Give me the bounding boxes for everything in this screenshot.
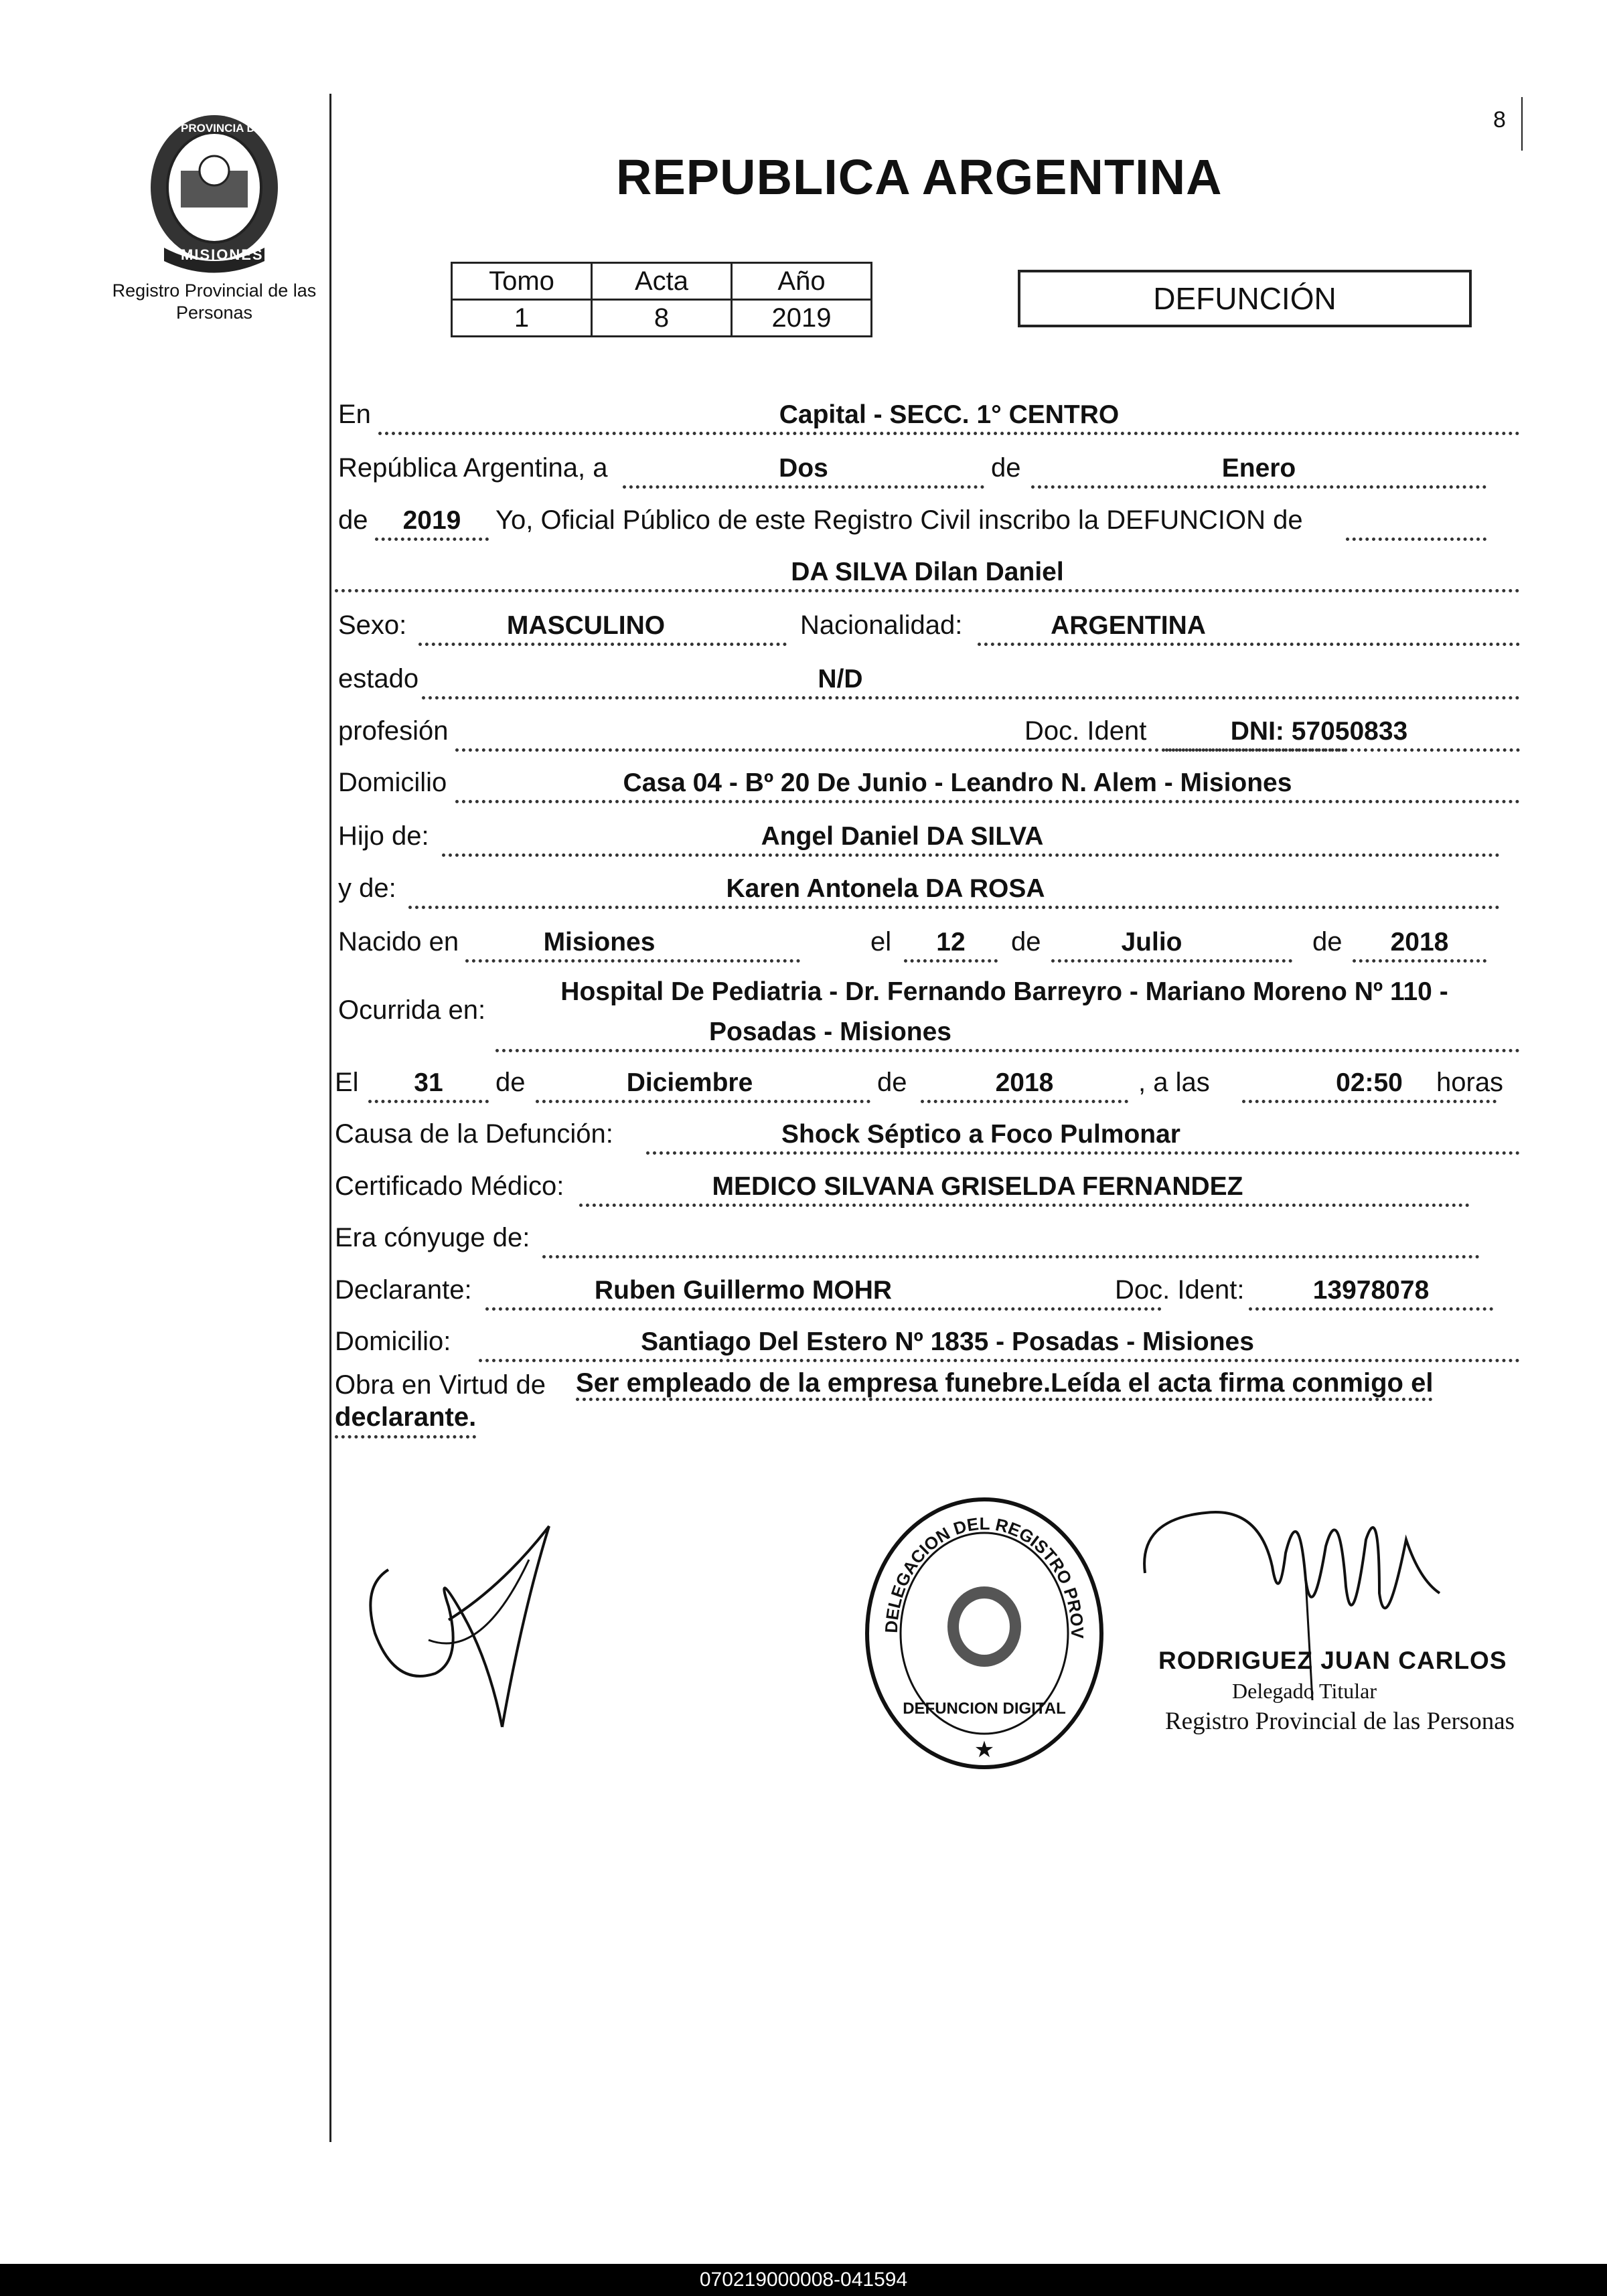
de4-label: de — [877, 1068, 907, 1097]
el-label: el — [870, 927, 892, 957]
death-time: 02:50 — [1336, 1068, 1403, 1097]
nacido-value: Misiones — [543, 928, 656, 957]
stamp-star-icon: ★ — [974, 1737, 995, 1762]
value-anio: 2019 — [732, 300, 872, 337]
sexo-value: MASCULINO — [506, 611, 666, 640]
row-causa — [335, 1108, 1520, 1155]
estado-value: N/D — [818, 665, 863, 693]
en-label: En — [338, 400, 371, 429]
page-number: 8 — [1493, 107, 1506, 133]
declarant-signature — [348, 1506, 629, 1760]
doc-value: DNI: 57050833 — [1230, 717, 1408, 746]
day-value: Dos — [779, 454, 828, 483]
causa-value: Shock Séptico a Foco Pulmonar — [781, 1120, 1180, 1149]
nacionalidad-value: ARGENTINA — [1051, 611, 1206, 640]
volume-table — [451, 262, 872, 337]
value-acta: 8 — [592, 300, 732, 337]
de3-label: de — [495, 1068, 526, 1097]
logo-text-top: PROVINCIA DE — [181, 122, 263, 135]
official-stamp — [857, 1493, 1112, 1774]
hijo-value: Angel Daniel DA SILVA — [761, 822, 1044, 851]
obra-value-line1: Ser empleado de la empresa funebre.Leída el acta firma conmigo el — [576, 1368, 1433, 1401]
row-deceased — [335, 546, 1520, 592]
stamp-inner-text: DEFUNCION DIGITAL — [903, 1700, 1066, 1718]
header-acta: Acta — [592, 263, 732, 300]
republica-label: República Argentina, a — [338, 453, 608, 483]
row-yde — [335, 862, 1520, 909]
hijo-label: Hijo de: — [338, 821, 429, 851]
decl-dom-label: Domicilio: — [335, 1327, 451, 1356]
margin-line — [329, 94, 331, 2142]
nacido-label: Nacido en — [338, 927, 459, 957]
de2-label: de — [1312, 927, 1343, 957]
yde-label: y de: — [338, 874, 396, 903]
header-anio: Año — [732, 263, 872, 300]
province-logo — [117, 107, 311, 278]
row-en — [335, 388, 1520, 435]
en-value: Capital - SECC. 1° CENTRO — [779, 400, 1120, 429]
death-day: 31 — [414, 1068, 443, 1097]
decl-dom-value: Santiago Del Estero Nº 1835 - Posadas - Misiones — [641, 1327, 1254, 1356]
death-year: 2018 — [995, 1068, 1054, 1097]
de1-label: de — [1011, 927, 1041, 957]
declarante-value: Ruben Guillermo MOHR — [594, 1276, 893, 1305]
domicilio-label: Domicilio — [338, 768, 447, 797]
delegate-org: Registro Provincial de las Personas — [1165, 1708, 1515, 1735]
alas-label: , a las — [1138, 1068, 1210, 1097]
decl-doc-label: Doc. Ident: — [1115, 1275, 1245, 1305]
row-certificado — [335, 1160, 1520, 1207]
declarante-label: Declarante: — [335, 1275, 472, 1305]
logo-text-bottom: MISIONES — [181, 246, 264, 263]
horas-label: horas — [1436, 1068, 1504, 1097]
page-title: REPUBLICA ARGENTINA — [616, 149, 1223, 205]
ocurrida-line1: Hospital De Pediatria - Dr. Fernando Barreyro - Mariano Moreno Nº 110 - — [560, 977, 1448, 1006]
causa-label: Causa de la Defunción: — [335, 1119, 613, 1149]
ocurrida-label: Ocurrida en: — [338, 995, 486, 1025]
row-declarante — [335, 1264, 1520, 1311]
birth-day: 12 — [936, 928, 966, 957]
cert-value: MEDICO SILVANA GRISELDA FERNANDEZ — [712, 1172, 1243, 1201]
cert-label: Certificado Médico: — [335, 1171, 564, 1201]
row-ocurrida — [335, 965, 1520, 1052]
header-tomo: Tomo — [452, 263, 592, 300]
obra-value — [576, 1366, 1520, 1400]
conyuge-field — [542, 1215, 1480, 1258]
conyuge-label: Era cónyuge de: — [335, 1223, 530, 1252]
right-margin-line — [1521, 97, 1523, 151]
yde-value: Karen Antonela DA ROSA — [726, 874, 1045, 903]
row-conyuge — [335, 1212, 1520, 1258]
de-label: de — [991, 453, 1021, 483]
row-year — [335, 494, 1520, 541]
year-prefix: de — [338, 505, 368, 535]
row-hijo — [335, 810, 1520, 857]
birth-year: 2018 — [1390, 928, 1449, 957]
obra-label: Obra en Virtud de — [335, 1370, 546, 1400]
delegate-name: RODRIGUEZ JUAN CARLOS — [1158, 1647, 1507, 1674]
stamp-outer-text: DELEGACION DEL REGISTRO PROV — [881, 1513, 1088, 1639]
el2-label: El — [335, 1068, 359, 1097]
registro-label: Registro Provincial de las Personas — [112, 280, 317, 323]
death-month: Diciembre — [626, 1068, 753, 1097]
footer-code: 070219000008-041594 — [0, 2264, 1607, 2296]
birth-month: Julio — [1121, 928, 1182, 957]
inscribo-text: Yo, Oficial Público de este Registro Civil inscribo la DEFUNCION de — [495, 505, 1303, 535]
sexo-label: Sexo: — [338, 610, 407, 640]
domicilio-value: Casa 04 - Bº 20 De Junio - Leandro N. Alem - Misiones — [623, 768, 1292, 797]
row-estado — [335, 653, 1520, 700]
decl-doc-value: 13978078 — [1312, 1276, 1430, 1305]
row-nacido — [335, 916, 1520, 963]
profesion-label: profesión — [338, 716, 449, 746]
delegate-role: Delegado Titular — [1232, 1679, 1377, 1703]
row-decl-domicilio — [335, 1315, 1520, 1362]
deceased-name: DA SILVA Dilan Daniel — [791, 558, 1064, 586]
value-tomo: 1 — [452, 300, 592, 337]
inscribo-field — [1346, 497, 1486, 541]
row-domicilio — [335, 756, 1520, 803]
row-fecha-defuncion — [335, 1056, 1520, 1103]
month-value: Enero — [1221, 454, 1296, 483]
nacionalidad-label: Nacionalidad: — [800, 610, 963, 640]
estado-label: estado — [338, 664, 419, 693]
record-type: DEFUNCIÓN — [1018, 270, 1472, 327]
obra-value-line2: declarante. — [335, 1402, 476, 1439]
row-sexo — [335, 599, 1520, 646]
doc-label: Doc. Ident — [1024, 716, 1147, 746]
year-value: 2019 — [402, 506, 461, 535]
row-profesion — [335, 705, 1520, 752]
ocurrida-line2: Posadas - Misiones — [709, 1017, 951, 1046]
row-republica — [335, 442, 1520, 489]
